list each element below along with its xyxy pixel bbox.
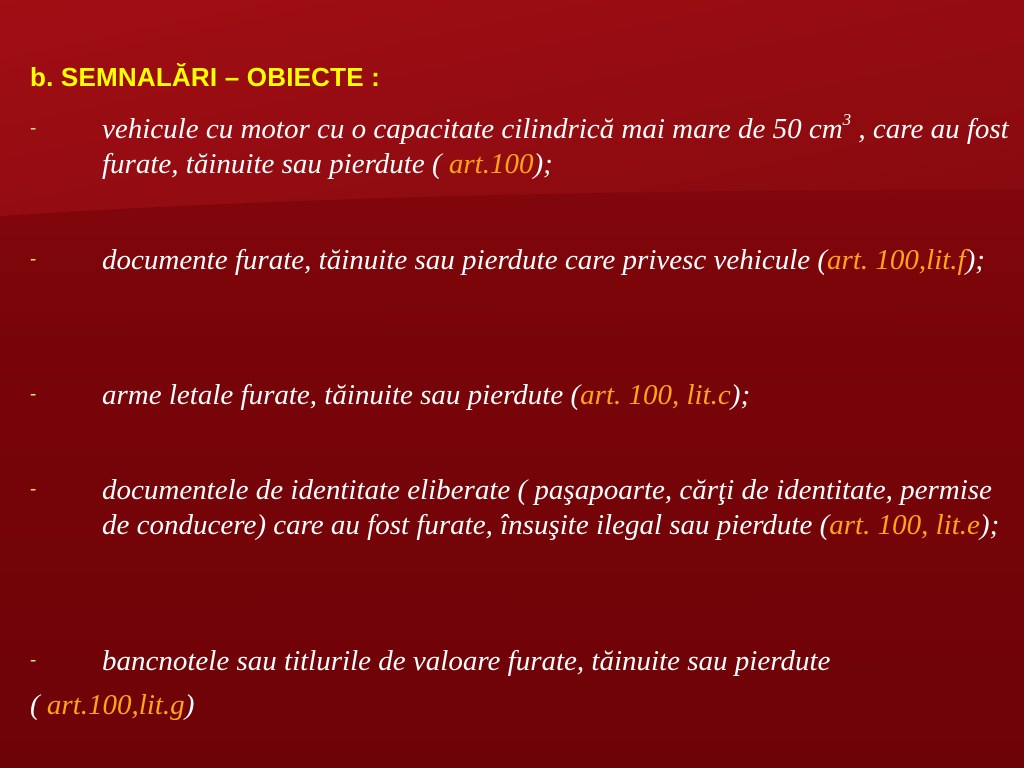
bullet-text: documentele de identitate eliberate ( paşapoarte, cărţi de identitate, permise de conducere) care au fost furate, însuşite ilegal sau pierdute (art. 100, lit.e); [102, 474, 1000, 541]
article-reference: art. 100,lit.f [827, 244, 966, 276]
bullet-marker: - [30, 479, 37, 500]
bullet-marker: - [30, 384, 37, 405]
slide-title: b. SEMNALĂRI – OBIECTE : [30, 62, 381, 92]
bullet-marker: - [30, 249, 37, 270]
bullet-continuation: ( art.100,lit.g) [30, 689, 195, 721]
bullet-text: bancnotele sau titlurile de valoare furate, tăinuite sau pierdute [102, 645, 831, 677]
article-reference: art.100,lit.g [46, 689, 185, 721]
article-reference: art. 100, lit.e [829, 509, 980, 541]
bullet-text: documente furate, tăinuite sau pierdute care privesc vehicule (art. 100,lit.f); [102, 244, 985, 276]
article-reference: art.100 [448, 148, 534, 180]
bullet-marker: - [30, 650, 37, 671]
superscript: 3 [842, 110, 852, 130]
bullet-text: arme letale furate, tăinuite sau pierdute (art. 100, lit.c); [102, 379, 751, 411]
bullet-text: vehicule cu motor cu o capacitate cilindrică mai mare de 50 $cm^3$ , care au fost furate, tăinuite sau pierdute ( art.100); [102, 110, 1009, 180]
article-reference: art. 100, lit.c [580, 379, 731, 411]
bullet-marker: - [30, 118, 37, 139]
